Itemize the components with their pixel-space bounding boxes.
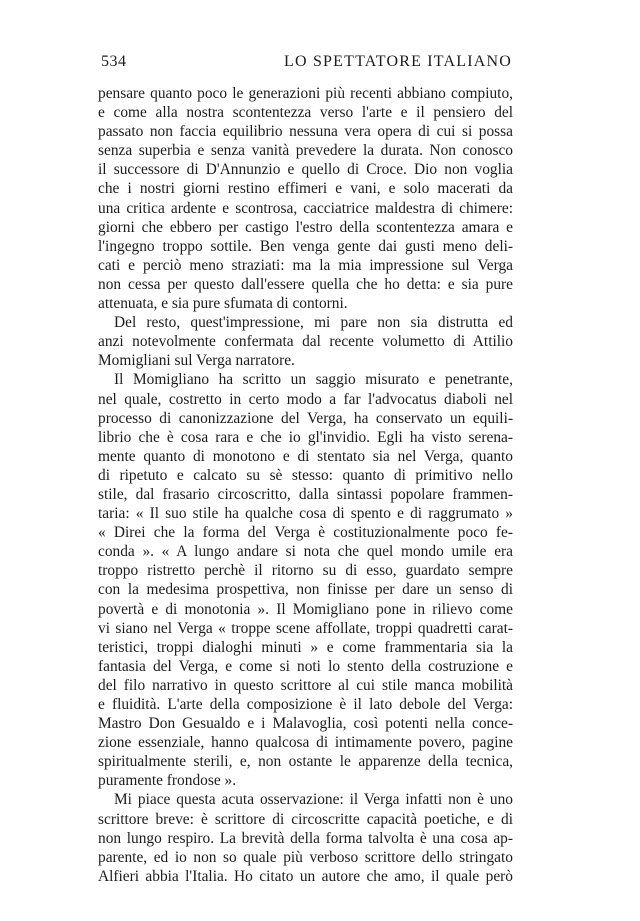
text-line: taria: « Il suo stile ha qualche cosa di spento e di raggrumato » [98, 505, 513, 523]
text-line: Mastro Don Gesualdo e i Malavoglia, così potenti nella conce- [98, 715, 513, 733]
text-line: che i nostri giorni restino effimeri e vani, e solo macerati da [98, 180, 513, 198]
text-line: l'ingegno troppo sottile. Ben venga gente dai gusti meno deli- [98, 237, 513, 255]
text-line: cati e perciò meno straziati: ma la mia impressione sul Verga [98, 256, 513, 274]
journal-title: LO SPETTATORE ITALIANO [284, 53, 512, 70]
text-line: non cessa per questo dall'essere quella che ho detta: e sia pure [98, 275, 513, 293]
paragraph-first-line: Del resto, quest'impressione, mi pare non sia distrutta ed [114, 314, 513, 332]
text-line: del filo narrativo in questo scrittore al cui stile manca mobilità [98, 676, 513, 694]
text-line: pensare quanto poco le generazioni più recenti abbiano compiuto, [98, 85, 513, 102]
text-line: una critica ardente e scontrosa, cacciatrice maldestra di chimere: [98, 199, 513, 217]
paragraph-last-line: attenuata, e sia pure sfumata di contorni. [98, 295, 348, 313]
text-line: zione essenziale, hanno qualcosa di intimamente povero, pagine [98, 734, 513, 752]
text-line: conda ». « A lungo andare si nota che quel mondo umile era [98, 543, 513, 561]
paragraph-last-line: puramente frondose ». [98, 772, 237, 790]
paragraph-first-line: Mi piace questa acuta osservazione: il Verga infatti non è uno [114, 791, 513, 809]
text-line: e fluidità. L'arte della composizione è il lato debole del Verga: [98, 696, 513, 713]
text-line: senza superbia e senza vanità prevedere la durata. Non conosco [98, 142, 513, 160]
text-line: parente, ed io non so quale più verboso scrittore dello stringato [98, 848, 513, 866]
text-line: « Direi che la forma del Verga è costituzionalmente poco fe- [98, 524, 513, 542]
text-line: librio che è cosa rara e che io gl'invidio. Egli ha visto serena- [98, 428, 513, 446]
text-line: di ripetuto e calcato su sè stesso: quanto di primitivo nello [98, 466, 513, 484]
text-line: nel quale, costretto in certo modo a far l'advocatus diaboli nel [98, 390, 513, 408]
text-line: povertà e di monotonia ». Il Momigliano pone in rilievo come [98, 600, 513, 618]
text-line: non lungo respiro. La brevità della forma talvolta è una cosa ap- [98, 829, 513, 847]
text-line: spiritualmente sterili, e, non ostante le apparenze della tecnica, [98, 753, 513, 771]
page-number: 534 [101, 53, 127, 70]
text-line: vi siano nel Verga « troppe scene affollate, troppi quadretti carat- [98, 619, 513, 637]
text-line: passato non faccia equilibrio nessuna vera opera di cui si possa [98, 123, 513, 141]
text-line: il successore di D'Annunzio e quello di Croce. Dio non voglia [98, 161, 513, 179]
text-line: con la medesima prospettiva, non finisse per dare un senso di [98, 581, 513, 599]
text-line: fantasia del Verga, e come si noti lo stento della costruzione e [98, 657, 513, 675]
text-line: giorni che ebbero per castigo l'estro della scontentezza amara e [98, 218, 513, 236]
text-line: mente quanto di monotono e di stentato sia nel Verga, quanto [98, 447, 513, 465]
text-line: processo di canonizzazione del Verga, ha conservato un equili- [98, 409, 513, 427]
text-line: scrittore breve: è scrittore di circoscritte capacità poetiche, e di [98, 810, 513, 828]
text-line: troppo ristretto perchè il ritorno su di esso, guardato sempre [98, 562, 513, 580]
text-line: e come alla nostra scontentezza verso l'arte e il pensiero del [98, 104, 513, 122]
paragraph-last-line: Momigliani sul Verga narratore. [98, 352, 295, 370]
text-line: Alfieri abbia l'Italia. Ho citato un autore che amo, il quale però [98, 867, 513, 885]
text-line: stile, dal frasario circoscritto, dalla sintassi popolare frammen- [98, 485, 513, 503]
running-head [101, 53, 512, 75]
body-text [98, 84, 513, 886]
text-line: anzi notevolmente confermata dal recente volumetto di Attilio [98, 333, 513, 351]
paragraph-first-line: Il Momigliano ha scritto un saggio misurato e penetrante, [114, 371, 513, 389]
text-line: teristici, troppi dialoghi minuti » e come frammentaria sia la [98, 638, 513, 656]
